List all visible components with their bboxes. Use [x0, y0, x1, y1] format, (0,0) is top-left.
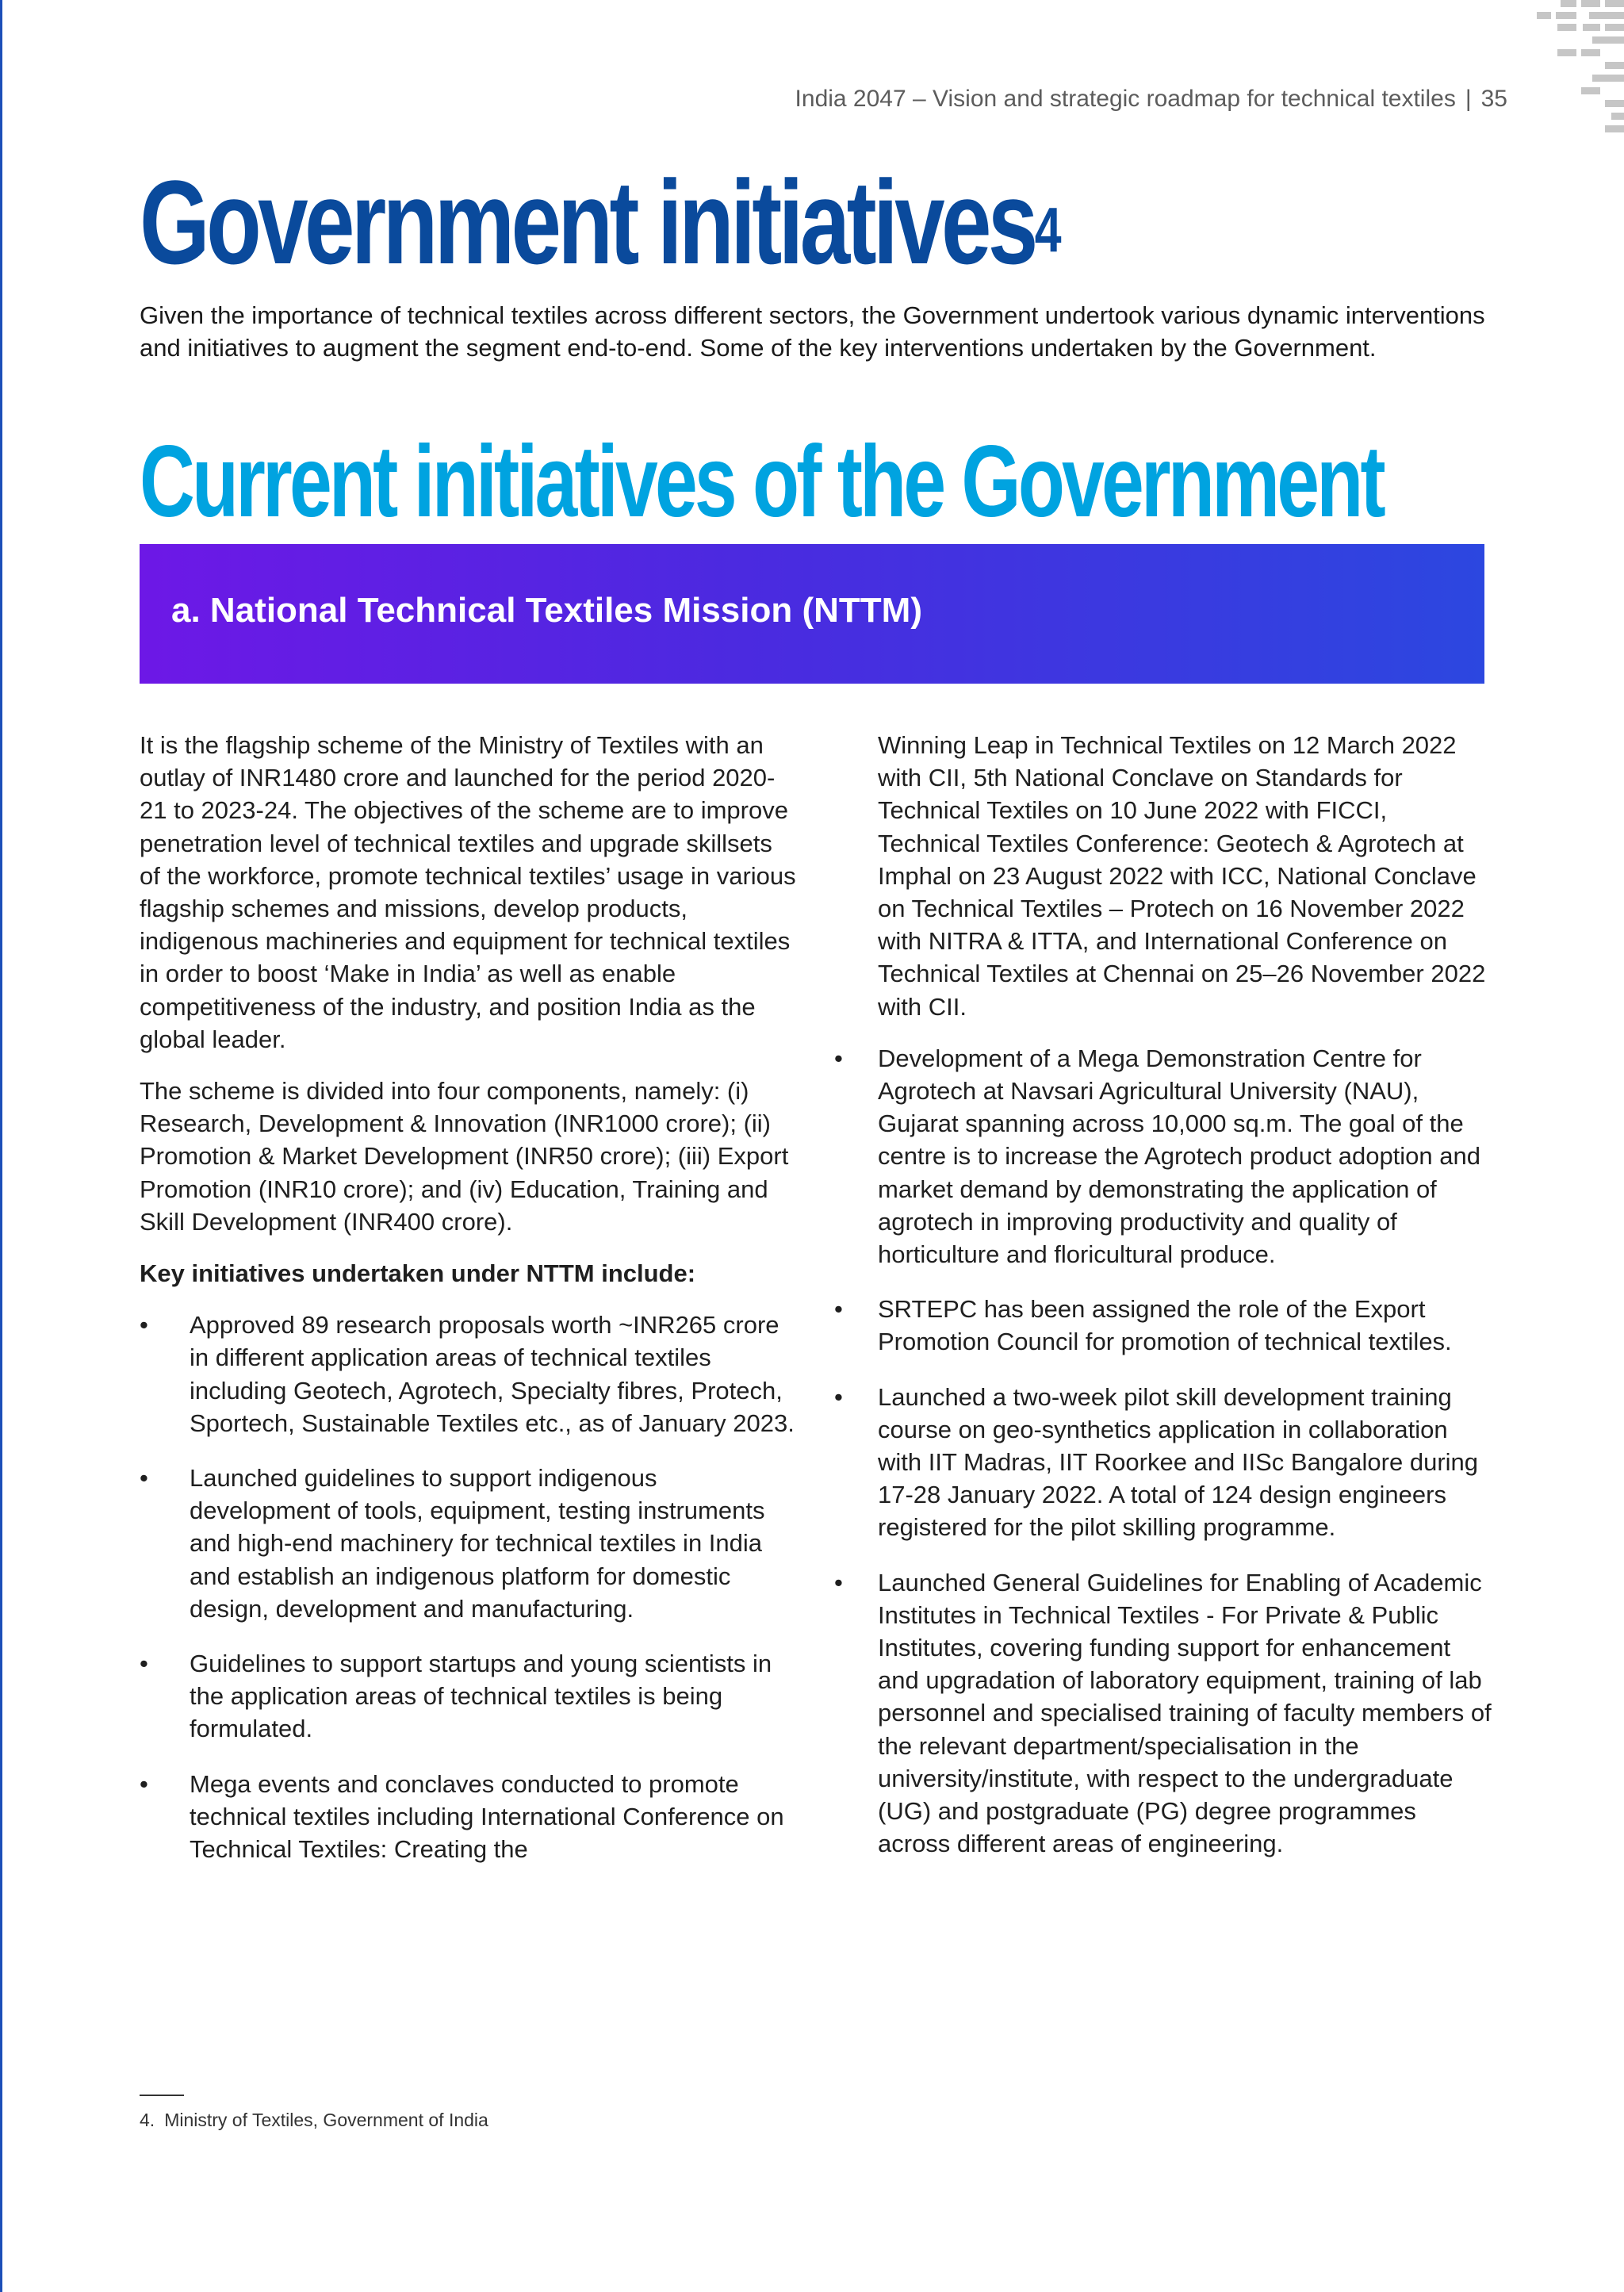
left-bullet-list [140, 1309, 798, 1865]
left-column [140, 729, 798, 1888]
header-separator: | [1465, 86, 1472, 112]
bullet-continuation: Winning Leap in Technical Textiles on 12 March 2022 with CII, 5th National Conclave on Standards for Technical Textiles on 10 June 2022 with FICCI, Technical Textiles Conference: Geotech & Agrotech at Imphal on 23 August 2022 with ICC, National Conclave on Technical Textiles – Protech on 16 November 2022 with NITRA & ITTA, and International Conference on Technical Textiles at Chennai on 25–26 November 2022 with CII. [878, 731, 1486, 1021]
nttm-banner [140, 544, 1484, 684]
key-initiatives-heading: Key initiatives undertaken under NTTM include: [140, 1259, 696, 1288]
page-edge-line [0, 0, 2, 2292]
intro-paragraph: Given the importance of technical textiles across different sectors, the Government undertook various dynamic interventions and initiatives to augment the segment end-to-end. Some of the key interventions undertaken by the Government. [140, 301, 1485, 362]
bullet-icon: • [140, 1464, 148, 1493]
page-title [140, 155, 1062, 289]
list-item-text: SRTEPC has been assigned the role of the Export Promotion Council for promotion of technical textiles. [878, 1295, 1452, 1356]
list-item [834, 1566, 1492, 1861]
bullet-icon: • [140, 1769, 148, 1798]
footnote-rule [140, 2095, 184, 2096]
list-item [834, 1381, 1492, 1544]
body-paragraph: The scheme is divided into four components, namely: (i) Research, Development & Innovation (INR1000 crore); (ii) Promotion & Market Development (INR50 crore); (iii) Export Promotion (INR10 crore); and (iv) Education, Training and Skill Development (INR400 crore). [140, 1077, 789, 1236]
list-item-text: Approved 89 research proposals worth ~INR265 crore in different application areas of technical textiles including Geotech, Agrotech, Specialty fibres, Protech, Sportech, Sustainable Textiles etc., as of January 2023. [190, 1311, 795, 1437]
body-paragraph: It is the flagship scheme of the Ministry of Textiles with an outlay of INR1480 crore and launched for the period 2020-21 to 2023-24. The objectives of the scheme are to improve penetration level of technical textiles and upgrade skillsets of the workforce, promote technical textiles’ usage in various flagship schemes and missions, develop products, indigenous machineries and equipment for technical textiles in order to boost ‘Make in India’ as well as enable competitiveness of the industry, and position India as the global leader. [140, 731, 796, 1053]
running-header [795, 86, 1507, 113]
list-item-text: Mega events and conclaves conducted to promote technical textiles including International Conference on Technical Textiles: Creating the [190, 1769, 784, 1864]
banner-title: a. National Technical Textiles Mission (NTTM) [171, 591, 922, 630]
list-item [140, 1309, 798, 1439]
right-bullet-list [834, 1042, 1492, 1861]
list-item-text: Launched General Guidelines for Enabling of Academic Institutes in Technical Textiles - For Private & Public Institutes, covering funding support for enhancement and upgradation of laboratory equipment, training of lab personnel and specialised training of faculty members of the relevant department/specialisation in the university/institute, with respect to the undergraduate (UG) and postgraduate (PG) degree programmes across different areas of engineering. [878, 1568, 1492, 1858]
footnote-text: Ministry of Textiles, Government of India [164, 2110, 488, 2130]
bullet-icon: • [140, 1311, 148, 1340]
section-heading: Current initiatives of the Government [140, 425, 1383, 539]
list-item [140, 1647, 798, 1746]
right-column [834, 729, 1492, 1883]
list-item-text: Guidelines to support startups and young scientists in the application areas of technical textiles is being formulated. [190, 1650, 772, 1743]
footnote [140, 2110, 488, 2131]
footnote-number: 4. [140, 2110, 155, 2130]
list-item-text: Launched guidelines to support indigenous development of tools, equipment, testing instruments and high-end machinery for technical textiles in India and establish an indigenous platform for domestic design, development and manufacturing. [190, 1464, 765, 1623]
list-item [140, 1462, 798, 1625]
title-footnote-ref: 4 [1034, 194, 1062, 265]
list-item [834, 1042, 1492, 1271]
running-title: India 2047 – Vision and strategic roadmap for technical textiles [795, 86, 1456, 112]
list-item-text: Development of a Mega Demonstration Centre for Agrotech at Navsari Agricultural University (NAU), Gujarat spanning across 10,000 sq.m. The goal of the centre is to increase the Agrotech product adoption and market demand by demonstrating the application of agrotech in improving productivity and quality of horticulture and floricultural produce. [878, 1044, 1480, 1269]
list-item [834, 1293, 1492, 1358]
bullet-icon: • [834, 1295, 843, 1324]
bullet-icon: • [140, 1650, 148, 1678]
corner-decoration [1521, 0, 1624, 135]
bullet-icon: • [834, 1382, 843, 1411]
bullet-icon: • [834, 1044, 843, 1072]
page-title-text: Government initiatives [140, 155, 1035, 289]
page-number: 35 [1480, 86, 1507, 112]
list-item [140, 1768, 798, 1866]
bullet-icon: • [834, 1568, 843, 1596]
list-item-text: Launched a two-week pilot skill development training course on geo-synthetics application in collaboration with IIT Madras, IIT Roorkee and IISc Bangalore during 17-28 January 2022. A total of 124 design engineers registered for the pilot skilling programme. [878, 1382, 1479, 1542]
